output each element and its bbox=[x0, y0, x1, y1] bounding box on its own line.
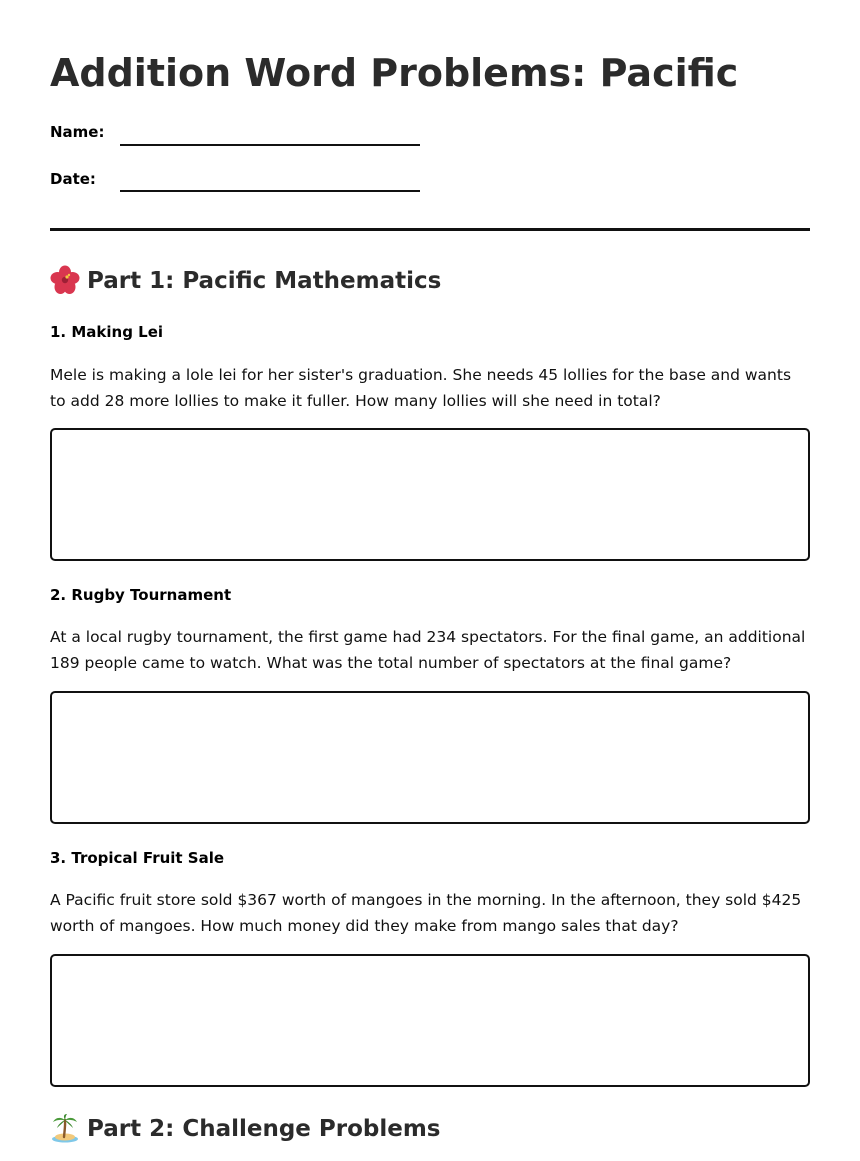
answer-box[interactable] bbox=[50, 691, 810, 824]
section-heading-part-2 bbox=[50, 1114, 441, 1144]
problem-text: At a local rugby tournament, the first game had 234 spectators. For the final game, an additional 189 people came to watch. What was the total number of spectators at the final game? bbox=[50, 628, 806, 672]
answer-box[interactable] bbox=[50, 954, 810, 1087]
problem-title: 3. Tropical Fruit Sale bbox=[50, 849, 225, 867]
name-input-line[interactable] bbox=[120, 144, 420, 146]
problem-title: 1. Making Lei bbox=[50, 323, 164, 341]
answer-box[interactable] bbox=[50, 428, 810, 561]
name-label: Name: bbox=[50, 123, 105, 141]
section-heading-label: Part 2: Challenge Problems bbox=[87, 1116, 441, 1142]
palm-island-icon bbox=[50, 1113, 80, 1143]
section-heading-label: Part 1: Pacific Mathematics bbox=[87, 268, 442, 294]
date-label: Date: bbox=[50, 170, 96, 188]
page-title: Addition Word Problems: Pacific bbox=[50, 51, 739, 95]
date-field-row bbox=[50, 170, 450, 200]
problem-text: A Pacific fruit store sold $367 worth of mangoes in the morning. In the afternoon, they sold $425 worth of mangoes. How much money did they make from mango sales that day? bbox=[50, 891, 802, 935]
problem-text: Mele is making a lole lei for her sister's graduation. She needs 45 lollies for the base and wants to add 28 more lollies to make it fuller. How many lollies will she need in total? bbox=[50, 366, 792, 410]
header-divider bbox=[50, 228, 810, 231]
section-heading-part-1 bbox=[50, 266, 441, 296]
problem-title: 2. Rugby Tournament bbox=[50, 586, 232, 604]
name-field-row bbox=[50, 123, 450, 153]
hibiscus-icon bbox=[50, 265, 80, 295]
date-input-line[interactable] bbox=[120, 190, 420, 192]
